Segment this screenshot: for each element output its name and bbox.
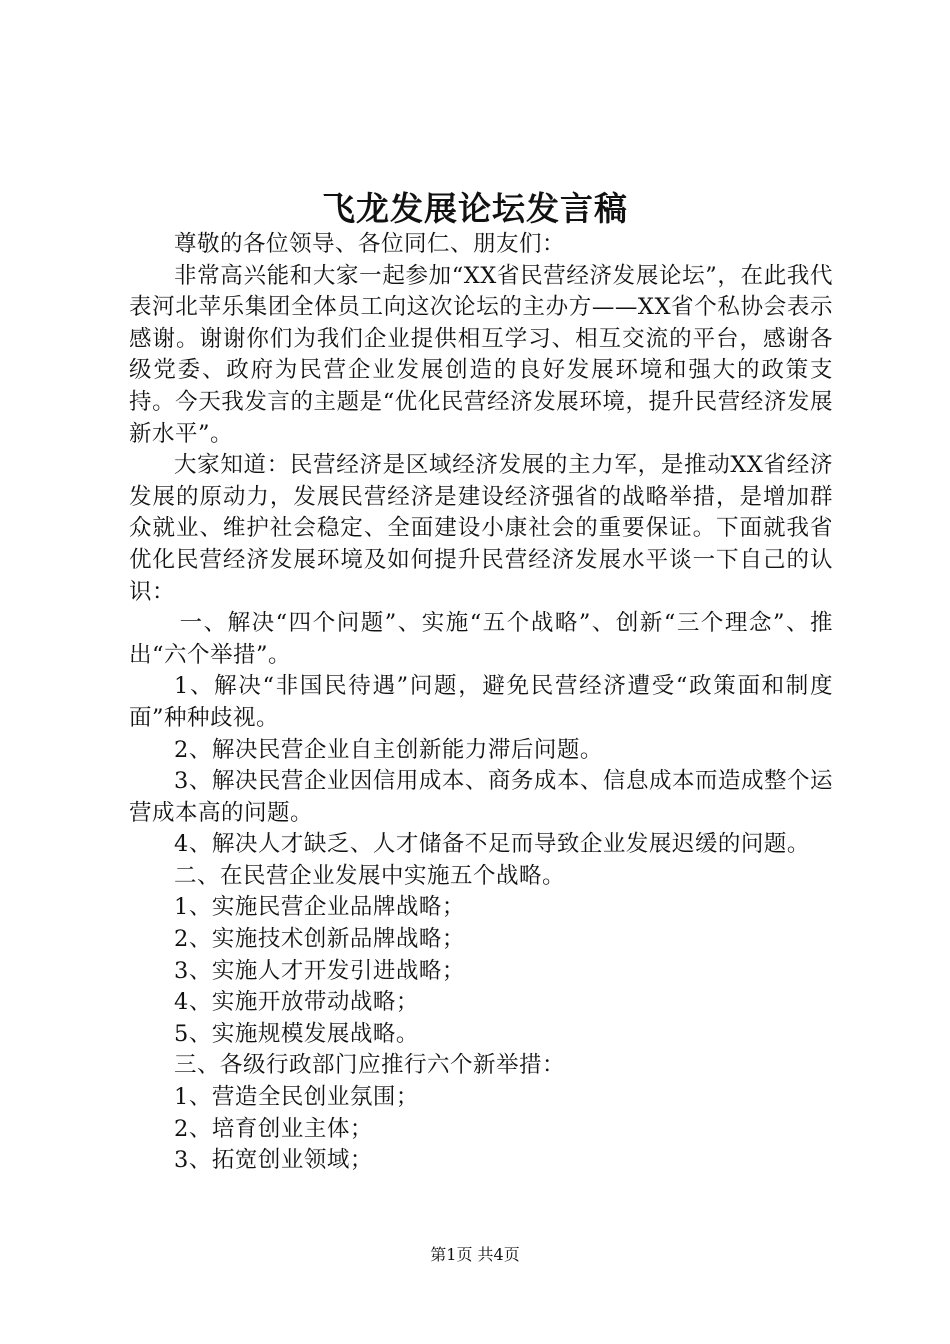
list-item: 1、实施民营企业品牌战略； bbox=[174, 894, 465, 921]
list-item: 2、实施技术创新品牌战略； bbox=[174, 926, 465, 953]
document-title: 飞龙发展论坛发言稿 bbox=[322, 189, 628, 228]
list-item: 4、解决人才缺乏、人才储备不足而导致企业发展迟缓的问题。 bbox=[174, 831, 810, 858]
list-item: 4、实施开放带动战略； bbox=[174, 989, 419, 1016]
page-number: 第1页 bbox=[430, 1245, 473, 1264]
list-item: 1、营造全民创业氛围； bbox=[174, 1084, 419, 1111]
section-heading-2: 二、在民营企业发展中实施五个战略。 bbox=[174, 862, 566, 889]
list-item: 3、拓宽创业领域； bbox=[174, 1147, 373, 1174]
list-item: 5、实施规模发展战略。 bbox=[174, 1020, 419, 1047]
list-item: 3、实施人才开发引进战略； bbox=[174, 957, 465, 984]
list-item: 2、解决民营企业自主创新能力滞后问题。 bbox=[174, 736, 603, 763]
page-footer bbox=[0, 1244, 950, 1266]
list-item: 2、培育创业主体； bbox=[174, 1115, 373, 1142]
salutation: 尊敬的各位领导、各位同仁、朋友们： bbox=[174, 231, 566, 257]
document-body bbox=[129, 229, 833, 1177]
list-item: 1、解决“非国民待遇”问题，避免民营经济遭受“政策面和制度面”种种歧视。 bbox=[129, 673, 833, 731]
paragraph-context: 大家知道：民营经济是区域经济发展的主力军，是推动XX省经济发展的原动力，发展民营经济是建设经济强省的战略举措，是增加群众就业、维护社会稳定、全面建设小康社会的重要保证。下面就我省优化民营经济发展环境及如何提升民营经济发展水平谈一下自己的认识： bbox=[129, 452, 833, 605]
page-total: 共4页 bbox=[477, 1245, 520, 1264]
section-heading-3: 三、各级行政部门应推行六个新举措： bbox=[174, 1052, 566, 1079]
section-heading-1: 一、解决“四个问题”、实施“五个战略”、创新“三个理念”、推出“六个举措”。 bbox=[129, 610, 833, 668]
paragraph-intro: 非常高兴能和大家一起参加“XX省民营经济发展论坛”，在此我代表河北苹乐集团全体员工向这次论坛的主办方——XX省个私协会表示感谢。谢谢你们为我们企业提供相互学习、相互交流的平台，感谢各级党委、政府为民营企业发展创造的良好发展环境和强大的政策支持。今天我发言的主题是“优化民营经济发展环境，提升民营经济发展新水平”。 bbox=[129, 262, 833, 447]
list-item: 3、解决民营企业因信用成本、商务成本、信息成本而造成整个运营成本高的问题。 bbox=[129, 768, 833, 826]
